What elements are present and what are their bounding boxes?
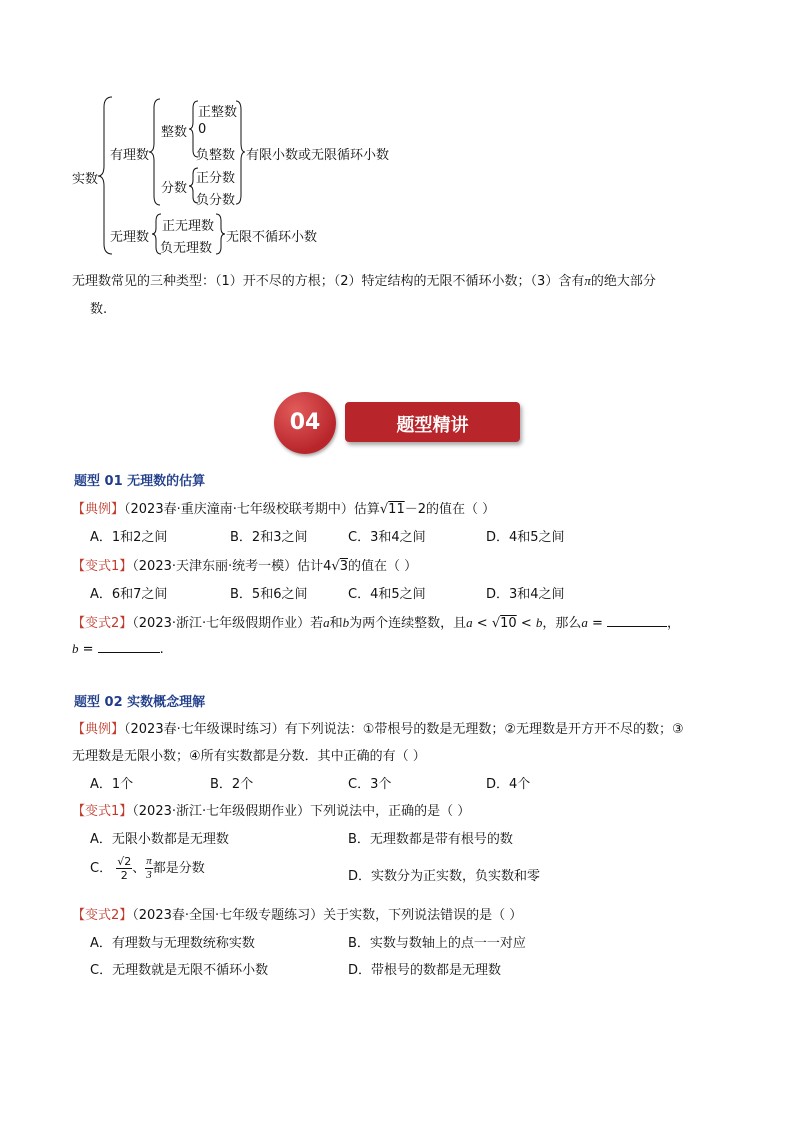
option-a[interactable]: A．6和7之间 [90, 587, 168, 602]
tree-rational-desc: 有限小数或无限循环小数 [246, 148, 390, 163]
option-a[interactable]: A．1个 [90, 777, 134, 792]
sqrt-expression: √10 [491, 616, 517, 631]
tree-rational: 有理数 [110, 148, 150, 163]
section-number-badge [274, 392, 336, 454]
option-c[interactable]: C．3个 [348, 777, 392, 792]
sqrt-expression: √3 [331, 559, 348, 574]
tree-integer: 整数 [161, 125, 188, 140]
tree-neg-int: 负整数 [196, 148, 236, 163]
type01-example: 【典例】（2023春·重庆潼南·七年级校联考期中）估算√11－2的值在（ ） [72, 502, 496, 517]
tree-pos-int: 正整数 [198, 105, 238, 120]
tree-neg-irr: 负无理数 [160, 241, 213, 256]
example-tag: 【典例】 [72, 722, 125, 737]
variant2-tag: 【变式2】 [72, 616, 133, 631]
answer-blank-b[interactable] [98, 640, 160, 653]
tree-pos-irr: 正无理数 [162, 219, 215, 234]
option-a[interactable]: A．1和2之间 [90, 530, 168, 545]
answer-blank-a[interactable] [607, 614, 667, 627]
type01-variant2: 【变式2】（2023·浙江·七年级假期作业）若a和b为两个连续整数，且a < √10 < b，那么a = ， [72, 615, 681, 631]
option-c[interactable]: C．3和4之间 [348, 530, 426, 545]
variant1-tag: 【变式1】 [72, 559, 133, 574]
note-line-2: 数. [90, 302, 108, 317]
tree-neg-frac: 负分数 [196, 193, 236, 208]
variant1-tag: 【变式1】 [72, 804, 133, 819]
section-title-tab [345, 402, 520, 442]
type02-variant2: 【变式2】（2023春·全国·七年级专题练习）关于实数，下列说法错误的是（ ） [72, 908, 523, 923]
tree-fraction: 分数 [161, 181, 188, 196]
type01-variant2-line2: b = . [72, 641, 164, 657]
option-d[interactable]: D．实数分为正实数，负实数和零 [348, 869, 541, 884]
type01-heading: 题型 01 无理数的估算 [74, 474, 206, 489]
variant2-tag: 【变式2】 [72, 908, 133, 923]
tree-irrational-desc: 无限不循环小数 [226, 230, 318, 245]
sqrt-expression: √11 [379, 502, 405, 517]
fraction-pi-over-3: $\frac{\pi}{3}$ [146, 855, 152, 881]
option-a[interactable]: A．有理数与无理数统称实数 [90, 936, 255, 951]
option-c[interactable]: C．4和5之间 [348, 587, 426, 602]
section-title: 题型精讲 [396, 415, 469, 436]
type02-example: 【典例】（2023春·七年级课时练习）有下列说法：①带根号的数是无理数；②无理数是开方开不尽的数；③ [72, 722, 684, 737]
type02-variant1: 【变式1】（2023·浙江·七年级假期作业）下列说法中，正确的是（ ） [72, 804, 471, 819]
tree-root: 实数 [72, 172, 99, 187]
tree-irrational: 无理数 [110, 230, 150, 245]
option-d[interactable]: D．4和5之间 [486, 530, 565, 545]
option-d[interactable]: D．3和4之间 [486, 587, 565, 602]
option-c[interactable]: C．无理数就是无限不循环小数 [90, 963, 269, 978]
note-line-1: 无理数常见的三种类型：（1）开不尽的方根；（2）特定结构的无限不循环小数；（3）含有π的绝大部分 [72, 273, 656, 289]
type02-example-line2: 无理数是无限小数；④所有实数都是分数．其中正确的有（ ） [72, 749, 426, 764]
example-tag: 【典例】 [72, 502, 125, 517]
option-b[interactable]: B．无理数都是带有根号的数 [348, 832, 513, 847]
type02-heading: 题型 02 实数概念理解 [74, 695, 206, 710]
option-a[interactable]: A．无限小数都是无理数 [90, 832, 229, 847]
option-b[interactable]: B．2和3之间 [230, 530, 308, 545]
option-c[interactable]: C． $\frac{√2}{2}$ 、 $\frac{\pi}{3}$ 都是分数 [90, 855, 205, 882]
tree-pos-frac: 正分数 [196, 171, 236, 186]
type01-variant1: 【变式1】（2023·天津东丽·统考一模）估计4√3的值在（ ） [72, 559, 418, 574]
option-d[interactable]: D．带根号的数都是无理数 [348, 963, 502, 978]
option-b[interactable]: B．5和6之间 [230, 587, 308, 602]
section-number: 04 [289, 410, 321, 435]
option-b[interactable]: B．2个 [210, 777, 254, 792]
option-b[interactable]: B．实数与数轴上的点一一对应 [348, 936, 526, 951]
fraction-sqrt2-over-2: $\frac{√2}{2}$ [117, 855, 132, 882]
pi-symbol: π [584, 273, 591, 288]
tree-zero: 0 [198, 122, 207, 137]
option-d[interactable]: D．4个 [486, 777, 531, 792]
